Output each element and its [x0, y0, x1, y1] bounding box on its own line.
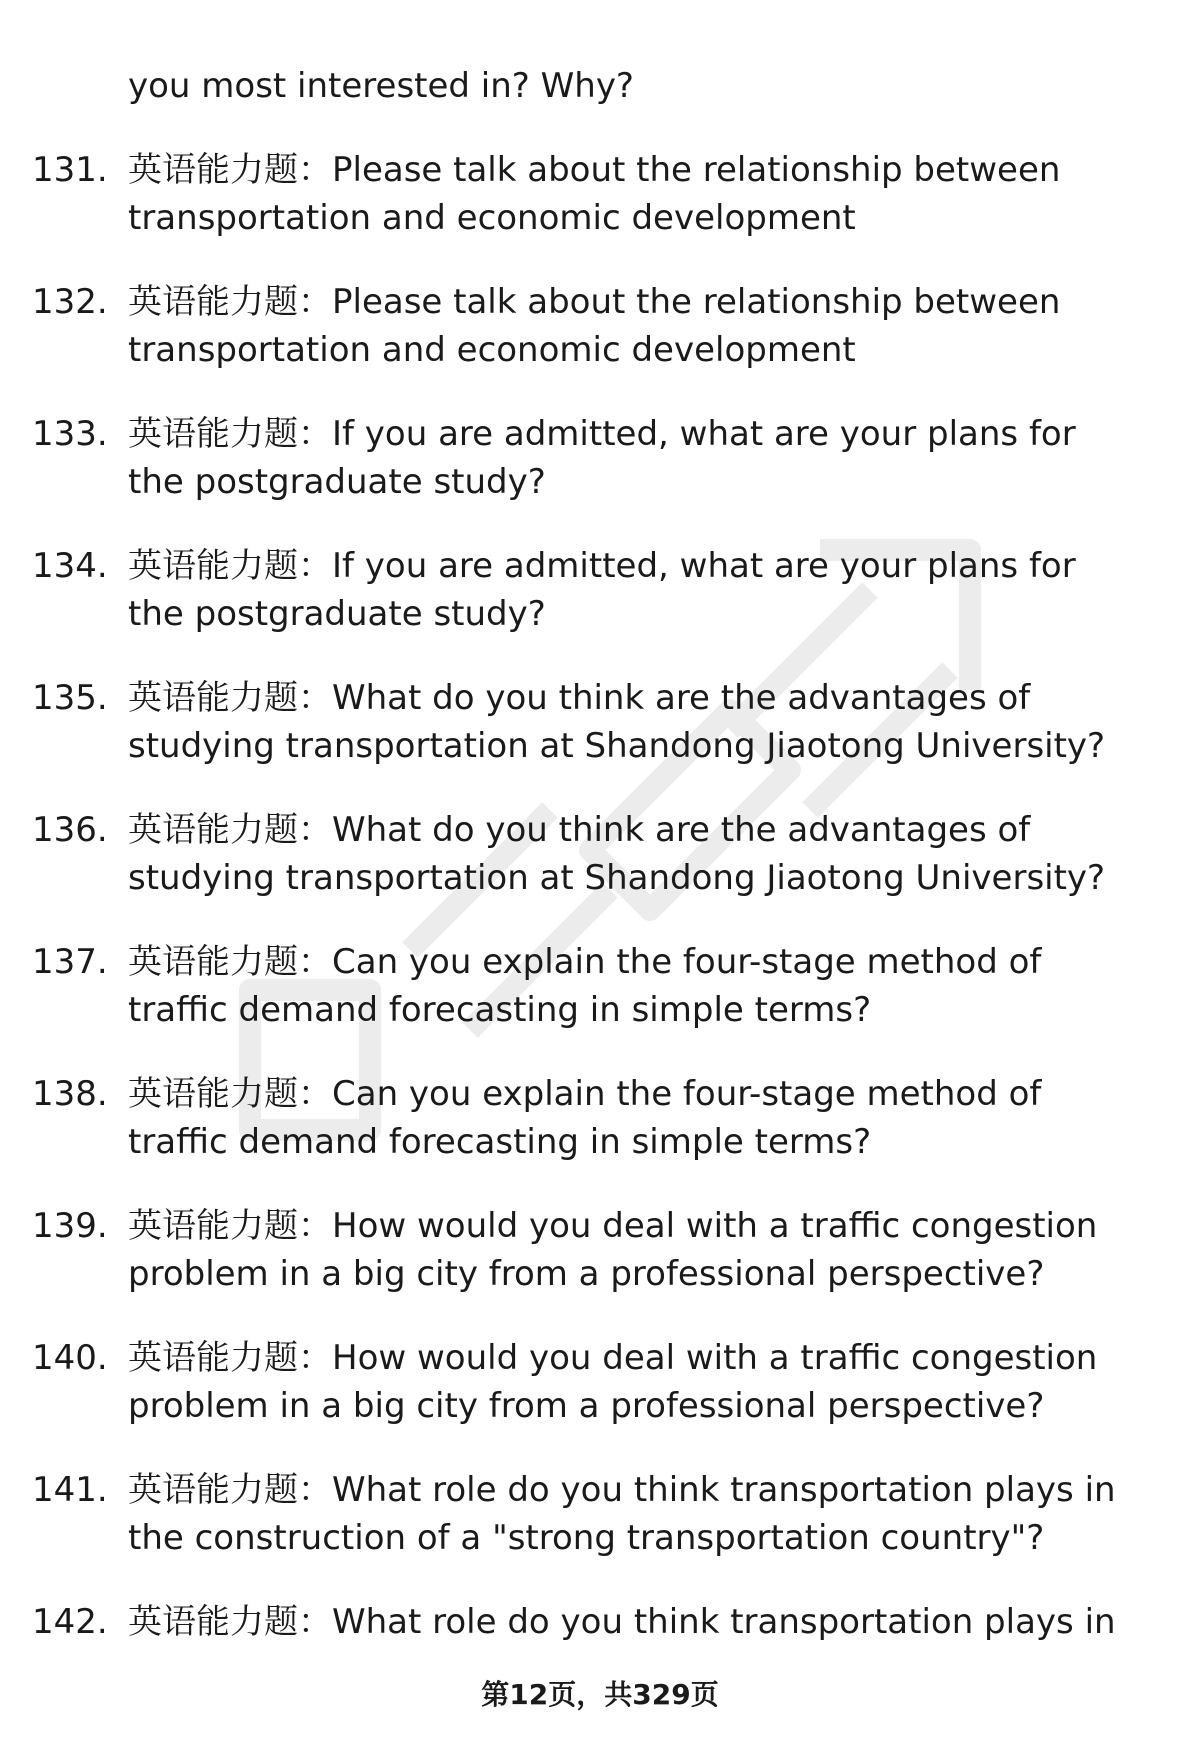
item-text: 英语能力题：Please talk about the relationship between transportation and economic development [128, 150, 1061, 238]
item-number: 141. [32, 1470, 108, 1510]
item-text: 英语能力题：What do you think are the advantages of studying transportation at Shandong Jiaotong University? [128, 678, 1106, 766]
item-number: 133. [32, 414, 108, 454]
list-item [32, 146, 1172, 242]
item-number: 142. [32, 1602, 108, 1642]
continuation-line: you most interested in? Why? [128, 66, 634, 106]
item-number: 140. [32, 1338, 108, 1378]
item-text: 英语能力题：How would you deal with a traffic congestion problem in a big city from a professional perspective? [128, 1338, 1098, 1426]
list-item [32, 1466, 1172, 1562]
item-text: 英语能力题：If you are admitted, what are your plans for the postgraduate study? [128, 414, 1076, 502]
item-text: 英语能力题：What do you think are the advantages of studying transportation at Shandong Jiaotong University? [128, 810, 1106, 898]
item-number: 134. [32, 546, 108, 586]
list-item [32, 410, 1172, 506]
list-item [32, 1070, 1172, 1166]
item-number: 137. [32, 942, 108, 982]
list-item [32, 1334, 1172, 1430]
item-text: 英语能力题：How would you deal with a traffic congestion problem in a big city from a professional perspective? [128, 1206, 1098, 1294]
item-number: 138. [32, 1074, 108, 1114]
page-footer: 第12页，共329页 [481, 1678, 719, 1711]
list-item [32, 806, 1172, 902]
item-number: 132. [32, 282, 108, 322]
item-number: 136. [32, 810, 108, 850]
question-list [32, 62, 1172, 1646]
item-number: 135. [32, 678, 108, 718]
item-number: 131. [32, 150, 108, 190]
list-item [32, 542, 1172, 638]
list-item [32, 278, 1172, 374]
item-text: 英语能力题：Can you explain the four-stage method of traffic demand forecasting in simple terms? [128, 1074, 1042, 1162]
item-number: 139. [32, 1206, 108, 1246]
list-item [32, 938, 1172, 1034]
list-item [32, 1598, 1172, 1646]
item-text: 英语能力题：Please talk about the relationship between transportation and economic development [128, 282, 1061, 370]
item-text: 英语能力题：Can you explain the four-stage method of traffic demand forecasting in simple terms? [128, 942, 1042, 1030]
list-item [32, 674, 1172, 770]
list-item [32, 1202, 1172, 1298]
item-text: 英语能力题：What role do you think transportation plays in the construction of a "strong transportation country"? [128, 1470, 1116, 1558]
item-text: 英语能力题：If you are admitted, what are your plans for the postgraduate study? [128, 546, 1076, 634]
item-text: 英语能力题：What role do you think transportation plays in [128, 1602, 1116, 1642]
